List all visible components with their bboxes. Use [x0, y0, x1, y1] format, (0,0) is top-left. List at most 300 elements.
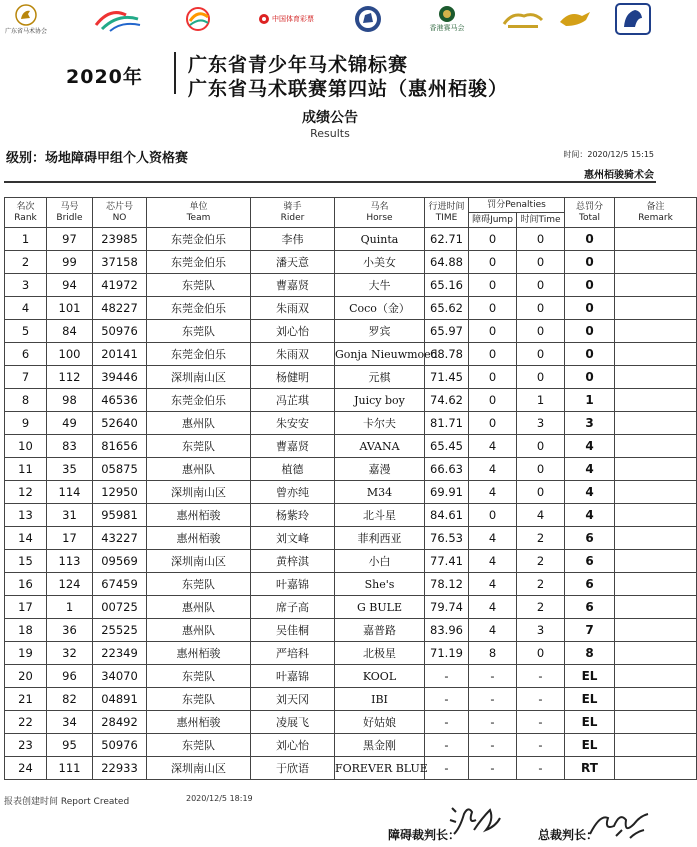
- cell-time: 83.96: [425, 619, 469, 642]
- cell-rider: 曹嘉贤: [251, 435, 335, 458]
- cell-rank: 3: [5, 274, 47, 297]
- cell-no: 22349: [93, 642, 147, 665]
- cell-rank: 16: [5, 573, 47, 596]
- cell-rank: 10: [5, 435, 47, 458]
- cell-team: 惠州队: [147, 412, 251, 435]
- cell-no: 46536: [93, 389, 147, 412]
- cell-team: 东莞队: [147, 665, 251, 688]
- cell-bridle: 84: [47, 320, 93, 343]
- cell-remark: [615, 757, 697, 780]
- cell-remark: [615, 435, 697, 458]
- cell-horse: 黑金刚: [335, 734, 425, 757]
- cell-rider: 席子高: [251, 596, 335, 619]
- cell-jump: 0: [469, 251, 517, 274]
- cell-horse: 小美女: [335, 251, 425, 274]
- cell-rank: 5: [5, 320, 47, 343]
- col-time-penalty: 时间Time: [517, 213, 565, 228]
- chief-judge-label: 总裁判长：: [538, 828, 599, 842]
- cell-tpen: 2: [517, 527, 565, 550]
- cell-bridle: 31: [47, 504, 93, 527]
- cell-rider: 李伟: [251, 228, 335, 251]
- cell-rank: 13: [5, 504, 47, 527]
- cell-jump: 4: [469, 619, 517, 642]
- competition-level: 级别：场地障碍甲组个人资格赛: [6, 151, 189, 166]
- cell-jump: 4: [469, 550, 517, 573]
- cell-tpen: 0: [517, 343, 565, 366]
- cell-team: 东莞队: [147, 734, 251, 757]
- table-row: [5, 320, 697, 343]
- cell-tpen: 4: [517, 504, 565, 527]
- cell-team: 惠州队: [147, 619, 251, 642]
- col-penalties: 罚分Penalties: [469, 198, 565, 213]
- cell-team: 深圳南山区: [147, 550, 251, 573]
- cell-no: 12950: [93, 481, 147, 504]
- cell-tpen: 0: [517, 320, 565, 343]
- cell-no: 23985: [93, 228, 147, 251]
- cell-no: 95981: [93, 504, 147, 527]
- cell-rank: 22: [5, 711, 47, 734]
- cell-team: 东莞金伯乐: [147, 343, 251, 366]
- cell-horse: FOREVER BLUE: [335, 757, 425, 780]
- col-horse: 马名 Horse: [335, 198, 425, 228]
- cell-remark: [615, 343, 697, 366]
- cell-horse: 北极星: [335, 642, 425, 665]
- cell-team: 东莞金伯乐: [147, 251, 251, 274]
- cell-total: 0: [565, 274, 615, 297]
- cell-rank: 24: [5, 757, 47, 780]
- table-row: [5, 665, 697, 688]
- cell-rider: 严培科: [251, 642, 335, 665]
- cell-bridle: 100: [47, 343, 93, 366]
- cell-time: 74.62: [425, 389, 469, 412]
- cell-remark: [615, 297, 697, 320]
- cell-jump: 4: [469, 458, 517, 481]
- cell-no: 09569: [93, 550, 147, 573]
- table-row: [5, 757, 697, 780]
- cell-rank: 14: [5, 527, 47, 550]
- cell-no: 48227: [93, 297, 147, 320]
- cell-total: EL: [565, 711, 615, 734]
- cell-total: EL: [565, 734, 615, 757]
- cell-remark: [615, 596, 697, 619]
- jump-judge-signature: [446, 800, 506, 842]
- cell-no: 00725: [93, 596, 147, 619]
- event-year: 2020年: [66, 66, 143, 88]
- cell-remark: [615, 412, 697, 435]
- cell-jump: 0: [469, 389, 517, 412]
- cell-bridle: 1: [47, 596, 93, 619]
- horse-brand-logo: [554, 4, 604, 34]
- table-row: [5, 251, 697, 274]
- horse-head-logo: [612, 4, 654, 34]
- cell-no: 43227: [93, 527, 147, 550]
- cell-horse: 元棋: [335, 366, 425, 389]
- cell-remark: [615, 527, 697, 550]
- cell-no: 41972: [93, 274, 147, 297]
- cell-bridle: 124: [47, 573, 93, 596]
- cell-rider: 杨健明: [251, 366, 335, 389]
- guangdong-youth-games-logo: [90, 4, 146, 34]
- cell-time: 76.53: [425, 527, 469, 550]
- header-rule: [4, 181, 656, 183]
- cell-jump: 0: [469, 412, 517, 435]
- cell-remark: [615, 320, 697, 343]
- cell-no: 05875: [93, 458, 147, 481]
- col-total: 总罚分 Total: [565, 198, 615, 228]
- sponsor-logo-strip: [0, 0, 660, 40]
- table-row: [5, 343, 697, 366]
- cell-no: 81656: [93, 435, 147, 458]
- result-time: 时间：2020/12/5 15:15: [563, 150, 654, 159]
- table-row: [5, 435, 697, 458]
- cell-tpen: 1: [517, 389, 565, 412]
- cell-rider: 于欣语: [251, 757, 335, 780]
- cell-tpen: 3: [517, 412, 565, 435]
- cell-total: 8: [565, 642, 615, 665]
- cell-bridle: 114: [47, 481, 93, 504]
- table-row: [5, 228, 697, 251]
- cell-bridle: 35: [47, 458, 93, 481]
- cell-jump: 0: [469, 274, 517, 297]
- cell-rank: 12: [5, 481, 47, 504]
- cell-team: 东莞金伯乐: [147, 389, 251, 412]
- cell-bridle: 101: [47, 297, 93, 320]
- cell-total: 0: [565, 343, 615, 366]
- cell-remark: [615, 642, 697, 665]
- cell-rank: 6: [5, 343, 47, 366]
- cell-team: 东莞队: [147, 274, 251, 297]
- cell-team: 惠州栢骏: [147, 711, 251, 734]
- cell-jump: 4: [469, 481, 517, 504]
- cell-team: 东莞队: [147, 435, 251, 458]
- cell-total: 7: [565, 619, 615, 642]
- cell-horse: Gonja Nieuwmoed: [335, 343, 425, 366]
- event-title-line1: 广东省青少年马术锦标赛: [188, 54, 409, 76]
- cell-time: 78.12: [425, 573, 469, 596]
- cell-no: 50976: [93, 320, 147, 343]
- event-title-block: [0, 48, 660, 100]
- cell-horse: She's: [335, 573, 425, 596]
- table-row: [5, 711, 697, 734]
- cell-rank: 18: [5, 619, 47, 642]
- cell-horse: IBI: [335, 688, 425, 711]
- cell-tpen: 2: [517, 550, 565, 573]
- event-title-line2: 广东省马术联赛第四站（惠州栢骏）: [188, 78, 509, 100]
- cell-total: 0: [565, 297, 615, 320]
- cell-jump: -: [469, 688, 517, 711]
- cell-time: 65.45: [425, 435, 469, 458]
- cell-tpen: 0: [517, 435, 565, 458]
- cell-rank: 17: [5, 596, 47, 619]
- cell-rank: 2: [5, 251, 47, 274]
- cell-bridle: 82: [47, 688, 93, 711]
- cell-no: 50976: [93, 734, 147, 757]
- cell-remark: [615, 389, 697, 412]
- cell-team: 东莞队: [147, 573, 251, 596]
- cell-team: 惠州栢骏: [147, 504, 251, 527]
- cell-tpen: -: [517, 734, 565, 757]
- cell-jump: 0: [469, 297, 517, 320]
- cell-total: 3: [565, 412, 615, 435]
- cell-tpen: 0: [517, 481, 565, 504]
- col-bridle: 马号 Bridle: [47, 198, 93, 228]
- cell-jump: 4: [469, 435, 517, 458]
- cell-horse: KOOL: [335, 665, 425, 688]
- cell-jump: 0: [469, 366, 517, 389]
- cell-rank: 19: [5, 642, 47, 665]
- cell-tpen: -: [517, 757, 565, 780]
- cell-rider: 叶嘉锦: [251, 573, 335, 596]
- cell-jump: 4: [469, 596, 517, 619]
- table-row: [5, 481, 697, 504]
- cell-tpen: -: [517, 688, 565, 711]
- cell-total: 0: [565, 251, 615, 274]
- cell-total: 1: [565, 389, 615, 412]
- cell-rider: 朱安安: [251, 412, 335, 435]
- table-row: [5, 412, 697, 435]
- cell-rider: 潘天意: [251, 251, 335, 274]
- cell-no: 67459: [93, 573, 147, 596]
- cell-jump: -: [469, 711, 517, 734]
- cell-rank: 1: [5, 228, 47, 251]
- cell-no: 25525: [93, 619, 147, 642]
- cell-tpen: 2: [517, 573, 565, 596]
- hong-kong-jockey-club-logo: 香港赛马会: [412, 4, 482, 34]
- col-rider: 骑手 Rider: [251, 198, 335, 228]
- cell-tpen: 0: [517, 274, 565, 297]
- cell-remark: [615, 688, 697, 711]
- cell-team: 东莞队: [147, 688, 251, 711]
- cell-rider: 叶嘉锦: [251, 665, 335, 688]
- cell-time: 66.63: [425, 458, 469, 481]
- cell-rider: 曹嘉贤: [251, 274, 335, 297]
- cell-total: EL: [565, 688, 615, 711]
- cell-jump: 0: [469, 343, 517, 366]
- table-header-row: [5, 198, 697, 213]
- cell-bridle: 34: [47, 711, 93, 734]
- col-remark: 备注 Remark: [615, 198, 697, 228]
- col-jump: 障碍Jump: [469, 213, 517, 228]
- cell-time: 65.97: [425, 320, 469, 343]
- cell-remark: [615, 274, 697, 297]
- cell-tpen: 3: [517, 619, 565, 642]
- cell-total: EL: [565, 665, 615, 688]
- table-row: [5, 642, 697, 665]
- cell-remark: [615, 665, 697, 688]
- cell-tpen: 0: [517, 297, 565, 320]
- table-row: [5, 619, 697, 642]
- cell-remark: [615, 504, 697, 527]
- cell-horse: M34: [335, 481, 425, 504]
- cell-jump: 4: [469, 527, 517, 550]
- cell-rank: 21: [5, 688, 47, 711]
- cell-total: 6: [565, 527, 615, 550]
- cell-time: 81.71: [425, 412, 469, 435]
- cell-no: 34070: [93, 665, 147, 688]
- cell-horse: 菲利西亚: [335, 527, 425, 550]
- cell-time: -: [425, 734, 469, 757]
- cell-rank: 23: [5, 734, 47, 757]
- col-time: 行进时间 TIME: [425, 198, 469, 228]
- results-body: [5, 228, 697, 780]
- cell-rank: 9: [5, 412, 47, 435]
- table-row: [5, 550, 697, 573]
- table-row: [5, 389, 697, 412]
- results-table: [4, 197, 697, 780]
- cell-horse: 嘉漫: [335, 458, 425, 481]
- chief-judge-signature: [586, 804, 652, 844]
- cell-tpen: 0: [517, 366, 565, 389]
- cell-tpen: 0: [517, 642, 565, 665]
- cell-team: 深圳南山区: [147, 366, 251, 389]
- cell-tpen: 2: [517, 596, 565, 619]
- cell-time: 65.62: [425, 297, 469, 320]
- table-row: [5, 297, 697, 320]
- cell-horse: Juicy boy: [335, 389, 425, 412]
- cell-remark: [615, 573, 697, 596]
- cell-rank: 15: [5, 550, 47, 573]
- cell-bridle: 32: [47, 642, 93, 665]
- table-row: [5, 458, 697, 481]
- table-row: [5, 734, 697, 757]
- table-row: [5, 274, 697, 297]
- cell-rank: 4: [5, 297, 47, 320]
- cell-rider: 刘文峰: [251, 527, 335, 550]
- cell-bridle: 17: [47, 527, 93, 550]
- cell-time: 71.45: [425, 366, 469, 389]
- cell-rider: 冯芷琪: [251, 389, 335, 412]
- cell-team: 东莞队: [147, 320, 251, 343]
- cell-rider: 凌展飞: [251, 711, 335, 734]
- cell-rider: 吴佳桐: [251, 619, 335, 642]
- cell-time: 68.78: [425, 343, 469, 366]
- cell-bridle: 111: [47, 757, 93, 780]
- cell-team: 东莞金伯乐: [147, 297, 251, 320]
- cell-rider: 刘天冈: [251, 688, 335, 711]
- cell-remark: [615, 481, 697, 504]
- cell-horse: 卡尔夫: [335, 412, 425, 435]
- cell-rider: 黄梓淇: [251, 550, 335, 573]
- cell-time: 84.61: [425, 504, 469, 527]
- sports-emblem-logo: [176, 4, 220, 34]
- cell-jump: 0: [469, 504, 517, 527]
- cell-horse: AVANA: [335, 435, 425, 458]
- cell-rider: 朱雨双: [251, 297, 335, 320]
- cell-no: 39446: [93, 366, 147, 389]
- cell-jump: 8: [469, 642, 517, 665]
- cell-team: 东莞金伯乐: [147, 228, 251, 251]
- cell-horse: Coco（金）: [335, 297, 425, 320]
- cell-rank: 20: [5, 665, 47, 688]
- shield-emblem-logo: [348, 4, 388, 34]
- cell-no: 52640: [93, 412, 147, 435]
- cell-rider: 刘心怡: [251, 320, 335, 343]
- cell-tpen: -: [517, 665, 565, 688]
- cell-time: -: [425, 665, 469, 688]
- cell-rider: 植德: [251, 458, 335, 481]
- results-notice-cn: 成绩公告: [302, 110, 358, 126]
- results-notice-en: Results: [310, 127, 350, 140]
- report-created-label: 报表创建时间 Report Created: [4, 797, 130, 807]
- cell-remark: [615, 228, 697, 251]
- report-created-date: 2020/12/5 18:19: [186, 794, 253, 803]
- cell-total: 0: [565, 366, 615, 389]
- table-row: [5, 366, 697, 389]
- cell-bridle: 95: [47, 734, 93, 757]
- cell-team: 深圳南山区: [147, 481, 251, 504]
- jump-judge-label: 障碍裁判长：: [388, 828, 461, 842]
- cell-time: 69.91: [425, 481, 469, 504]
- cell-rank: 8: [5, 389, 47, 412]
- title-divider: [174, 52, 176, 94]
- cell-total: 0: [565, 320, 615, 343]
- cell-team: 惠州队: [147, 596, 251, 619]
- cell-rider: 杨紫玲: [251, 504, 335, 527]
- cell-team: 深圳南山区: [147, 757, 251, 780]
- cell-horse: 罗宾: [335, 320, 425, 343]
- cell-time: 62.71: [425, 228, 469, 251]
- cell-horse: Quinta: [335, 228, 425, 251]
- cell-horse: 小白: [335, 550, 425, 573]
- cell-time: -: [425, 688, 469, 711]
- cell-time: 77.41: [425, 550, 469, 573]
- cell-bridle: 113: [47, 550, 93, 573]
- cell-time: 64.88: [425, 251, 469, 274]
- cell-jump: 0: [469, 320, 517, 343]
- cell-no: 22933: [93, 757, 147, 780]
- cell-bridle: 36: [47, 619, 93, 642]
- cell-jump: -: [469, 665, 517, 688]
- cell-bridle: 112: [47, 366, 93, 389]
- cell-bridle: 83: [47, 435, 93, 458]
- cell-rank: 7: [5, 366, 47, 389]
- cell-total: 4: [565, 481, 615, 504]
- cell-total: 4: [565, 504, 615, 527]
- guangdong-equestrian-association-logo: 广东省马术协会: [4, 4, 48, 34]
- table-row: [5, 596, 697, 619]
- table-row: [5, 688, 697, 711]
- cell-time: 79.74: [425, 596, 469, 619]
- cell-remark: [615, 366, 697, 389]
- cell-total: 4: [565, 435, 615, 458]
- cell-team: 惠州栢骏: [147, 642, 251, 665]
- host-club: 惠州栢骏骑术会: [584, 170, 654, 181]
- col-rank: 名次 Rank: [5, 198, 47, 228]
- cell-jump: -: [469, 734, 517, 757]
- table-row: [5, 573, 697, 596]
- cell-time: -: [425, 757, 469, 780]
- cell-team: 惠州栢骏: [147, 527, 251, 550]
- cell-total: 0: [565, 228, 615, 251]
- cell-total: RT: [565, 757, 615, 780]
- cell-bridle: 97: [47, 228, 93, 251]
- cell-bridle: 96: [47, 665, 93, 688]
- cell-rider: 曾亦纯: [251, 481, 335, 504]
- cell-remark: [615, 550, 697, 573]
- cell-team: 惠州队: [147, 458, 251, 481]
- cell-time: -: [425, 711, 469, 734]
- cell-horse: 好姑娘: [335, 711, 425, 734]
- cell-bridle: 98: [47, 389, 93, 412]
- table-row: [5, 504, 697, 527]
- cell-jump: -: [469, 757, 517, 780]
- cell-bridle: 94: [47, 274, 93, 297]
- cell-tpen: 0: [517, 458, 565, 481]
- cell-horse: 嘉普路: [335, 619, 425, 642]
- china-sports-lottery-logo: 中国体育彩票: [248, 4, 324, 34]
- cell-remark: [615, 458, 697, 481]
- cell-rank: 11: [5, 458, 47, 481]
